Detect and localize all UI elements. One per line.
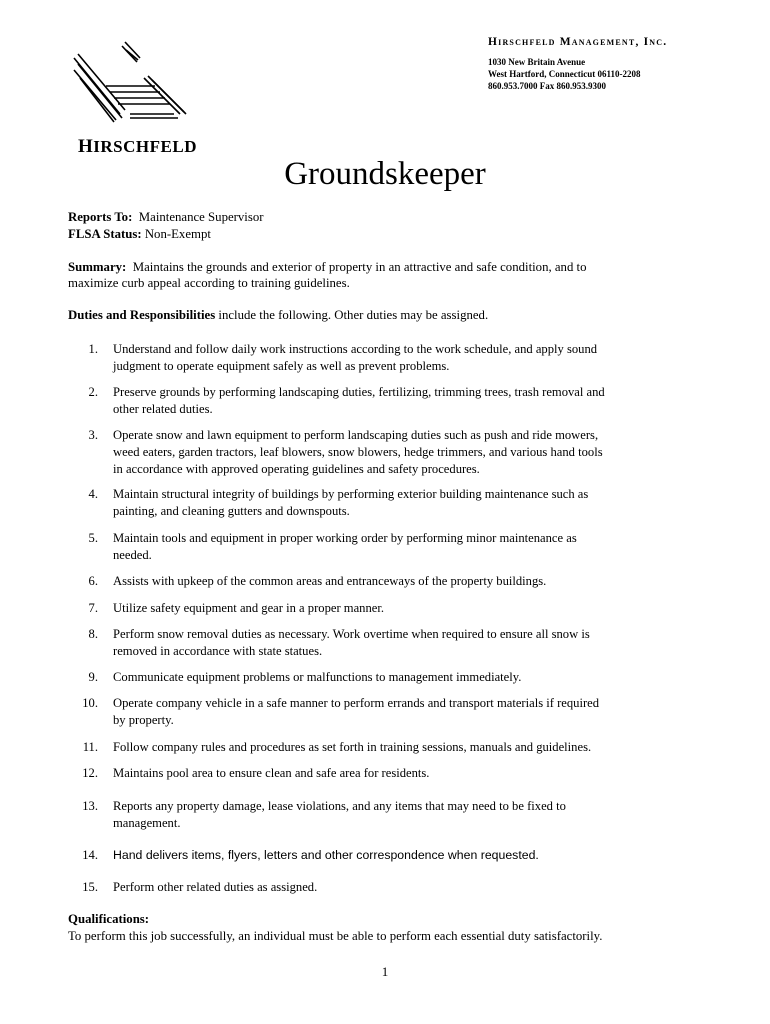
list-item-number: 5. <box>88 531 98 545</box>
flsa-status-label: FLSA Status: <box>68 227 142 241</box>
list-item-text: Maintain structural integrity of buildings by performing exterior building maintenance such as <box>113 487 589 501</box>
list-item-text: Perform snow removal duties as necessary. Work overtime when required to ensure all snow is <box>113 627 590 641</box>
list-item-number: 1. <box>88 342 98 356</box>
reports-to-label: Reports To: <box>68 210 133 224</box>
list-item-text: Maintain tools and equipment in proper working order by performing minor maintenance as <box>113 531 577 545</box>
flsa-status-line <box>68 227 211 242</box>
list-item-number: 8. <box>88 627 98 641</box>
list-item-text: Operate company vehicle in a safe manner to perform errands and transport materials if required <box>113 696 600 710</box>
list-item-number: 15. <box>82 880 98 894</box>
list-item-text: other related duties. <box>113 402 213 416</box>
logo-wordmark <box>78 136 197 158</box>
company-name: Hirschfeld Management, Inc. <box>488 36 668 48</box>
phone-fax: 860.953.7000 Fax 860.953.9300 <box>488 81 606 91</box>
list-item-text: Utilize safety equipment and gear in a proper manner. <box>113 601 385 615</box>
summary-text-1: Maintains the grounds and exterior of property in an attractive and safe condition, and to <box>132 260 587 274</box>
duties-heading <box>68 308 488 323</box>
list-item-number: 12. <box>82 766 98 780</box>
list-item-text: Maintains pool area to ensure clean and safe area for residents. <box>113 766 430 780</box>
list-item-number: 3. <box>88 428 98 442</box>
list-item-text: Assists with upkeep of the common areas and entranceways of the property buildings. <box>113 574 547 588</box>
list-item-number: 14. <box>82 848 98 862</box>
list-item-text: removed in accordance with state statues. <box>113 644 323 658</box>
reports-to-value: Maintenance Supervisor <box>138 210 264 224</box>
page-number: 1 <box>381 964 389 979</box>
summary-line-1 <box>68 260 587 275</box>
list-item-number: 10. <box>82 696 98 710</box>
page-title: Groundskeeper <box>284 156 486 192</box>
list-item-text: Perform other related duties as assigned. <box>113 880 318 894</box>
list-item-text: Operate snow and lawn equipment to perform landscaping duties such as push and ride mowers, <box>113 428 599 442</box>
list-item-text: weed eaters, garden tractors, leaf blowers, snow blowers, hedge trimmers, and various hand tools <box>113 445 603 459</box>
duties-intro: include the following. Other duties may be assigned. <box>218 308 489 322</box>
list-item-text: needed. <box>113 548 152 562</box>
logo-wordmark-rest: IRSCHFELD <box>93 137 197 156</box>
list-item-number: 6. <box>88 574 98 588</box>
list-item-text: by property. <box>113 713 174 727</box>
list-item-number: 4. <box>88 487 98 501</box>
list-item-text: judgment to operate equipment safely as well as prevent problems. <box>113 359 450 373</box>
list-item-number: 9. <box>88 670 98 684</box>
logo-wordmark-initial: H <box>78 136 94 157</box>
list-item-number: 13. <box>82 799 98 813</box>
address-line-2: West Hartford, Connecticut 06110-2208 <box>488 69 641 79</box>
address-line-1: 1030 New Britain Avenue <box>488 57 586 67</box>
summary-line-2: maximize curb appeal according to training guidelines. <box>68 276 350 290</box>
list-item-number: 7. <box>88 601 98 615</box>
list-item-text: Follow company rules and procedures as set forth in training sessions, manuals and guidelines. <box>113 740 592 754</box>
qualifications-text: To perform this job successfully, an individual must be able to perform each essential duty satisfactorily. <box>68 929 603 943</box>
qualifications-heading: Qualifications: <box>68 912 150 926</box>
list-item-number: 2. <box>88 385 98 399</box>
list-item-text: Hand delivers items, flyers, letters and other correspondence when requested. <box>113 848 539 862</box>
list-item-number: 11. <box>82 740 98 754</box>
hirschfeld-logo-icon <box>70 38 200 124</box>
summary-label: Summary: <box>68 260 127 274</box>
reports-to-line <box>68 210 264 225</box>
qualifications-label <box>68 912 149 927</box>
duties-label: Duties and Responsibilities <box>68 308 216 322</box>
list-item-text: in accordance with approved operating guidelines and safety procedures. <box>113 462 480 476</box>
list-item-text: Communicate equipment problems or malfunctions to management immediately. <box>113 670 522 684</box>
list-item-text: management. <box>113 816 181 830</box>
list-item-text: painting, and cleaning gutters and downspouts. <box>113 504 350 518</box>
list-item-text: Understand and follow daily work instructions according to the work schedule, and apply sound <box>113 342 598 356</box>
flsa-status-value: Non-Exempt <box>144 227 211 241</box>
list-item-text: Reports any property damage, lease violations, and any items that may need to be fixed to <box>113 799 566 813</box>
list-item-text: Preserve grounds by performing landscaping duties, fertilizing, trimming trees, trash removal and <box>113 385 605 399</box>
